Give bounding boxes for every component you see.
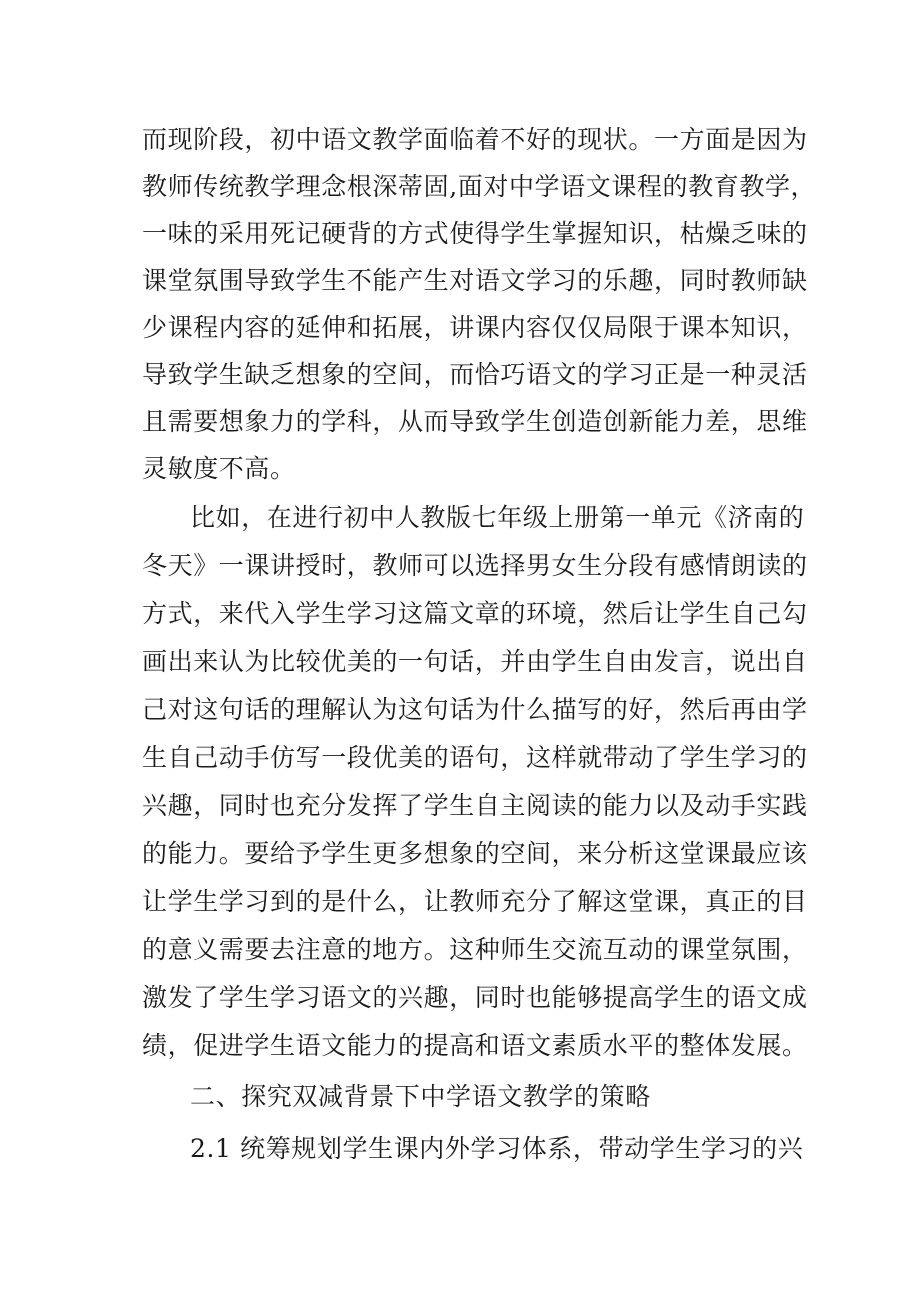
text-line: 的能力。要给予学生更多想象的空间，来分析这堂课最应该 <box>142 839 808 868</box>
text-line: 一味的采用死记硬背的方式使得学生掌握知识，枯燥乏味的 <box>142 219 808 248</box>
text-line: 己对这句话的理解认为这句话为什么描写的好，然后再由学 <box>142 695 808 724</box>
text-line: 课堂氛围导致学生不能产生对语文学习的乐趣，同时教师缺 <box>142 266 808 295</box>
text-line: 且需要想象力的学科，从而导致学生创造创新能力差，思维 <box>142 407 808 436</box>
text-line: 少课程内容的延伸和拓展，讲课内容仅仅局限于课本知识， <box>142 313 808 342</box>
text-line: 兴趣，同时也充分发挥了学生自主阅读的能力以及动手实践 <box>142 791 808 820</box>
subsection-heading: 2.1 统筹规划学生课内外学习体系，带动学生学习的兴 <box>190 1134 804 1163</box>
text-line: 激发了学生学习语文的兴趣，同时也能够提高学生的语文成 <box>142 983 808 1012</box>
text-line: 方式，来代入学生学习这篇文章的环境，然后让学生自己勾 <box>142 599 808 628</box>
paragraph-first-line: 比如，在进行初中人教版七年级上册第一单元《济南的 <box>190 503 805 532</box>
text-line: 导致学生缺乏想象的空间，而恰巧语文的学习正是一种灵活 <box>142 360 808 389</box>
section-heading: 二、探究双减背景下中学语文教学的策略 <box>190 1082 651 1111</box>
text-line: 冬天》一课讲授时，教师可以选择男女生分段有感情朗读的 <box>142 551 808 580</box>
text-line: 教师传统教学理念根深蒂固,面对中学语文课程的教育教学， <box>142 172 817 201</box>
text-line: 灵敏度不高。 <box>142 454 296 483</box>
text-line: 让学生学习到的是什么，让教师充分了解这堂课，真正的目 <box>142 887 808 916</box>
text-line: 绩，促进学生语文能力的提高和语文素质水平的整体发展。 <box>142 1031 808 1060</box>
text-line: 的意义需要去注意的地方。这种师生交流互动的课堂氛围， <box>142 935 808 964</box>
text-line: 生自己动手仿写一段优美的语句，这样就带动了学生学习的 <box>142 743 808 772</box>
text-line: 画出来认为比较优美的一句话，并由学生自由发言，说出自 <box>142 647 808 676</box>
text-line: 而现阶段，初中语文教学面临着不好的现状。一方面是因为 <box>142 125 808 154</box>
